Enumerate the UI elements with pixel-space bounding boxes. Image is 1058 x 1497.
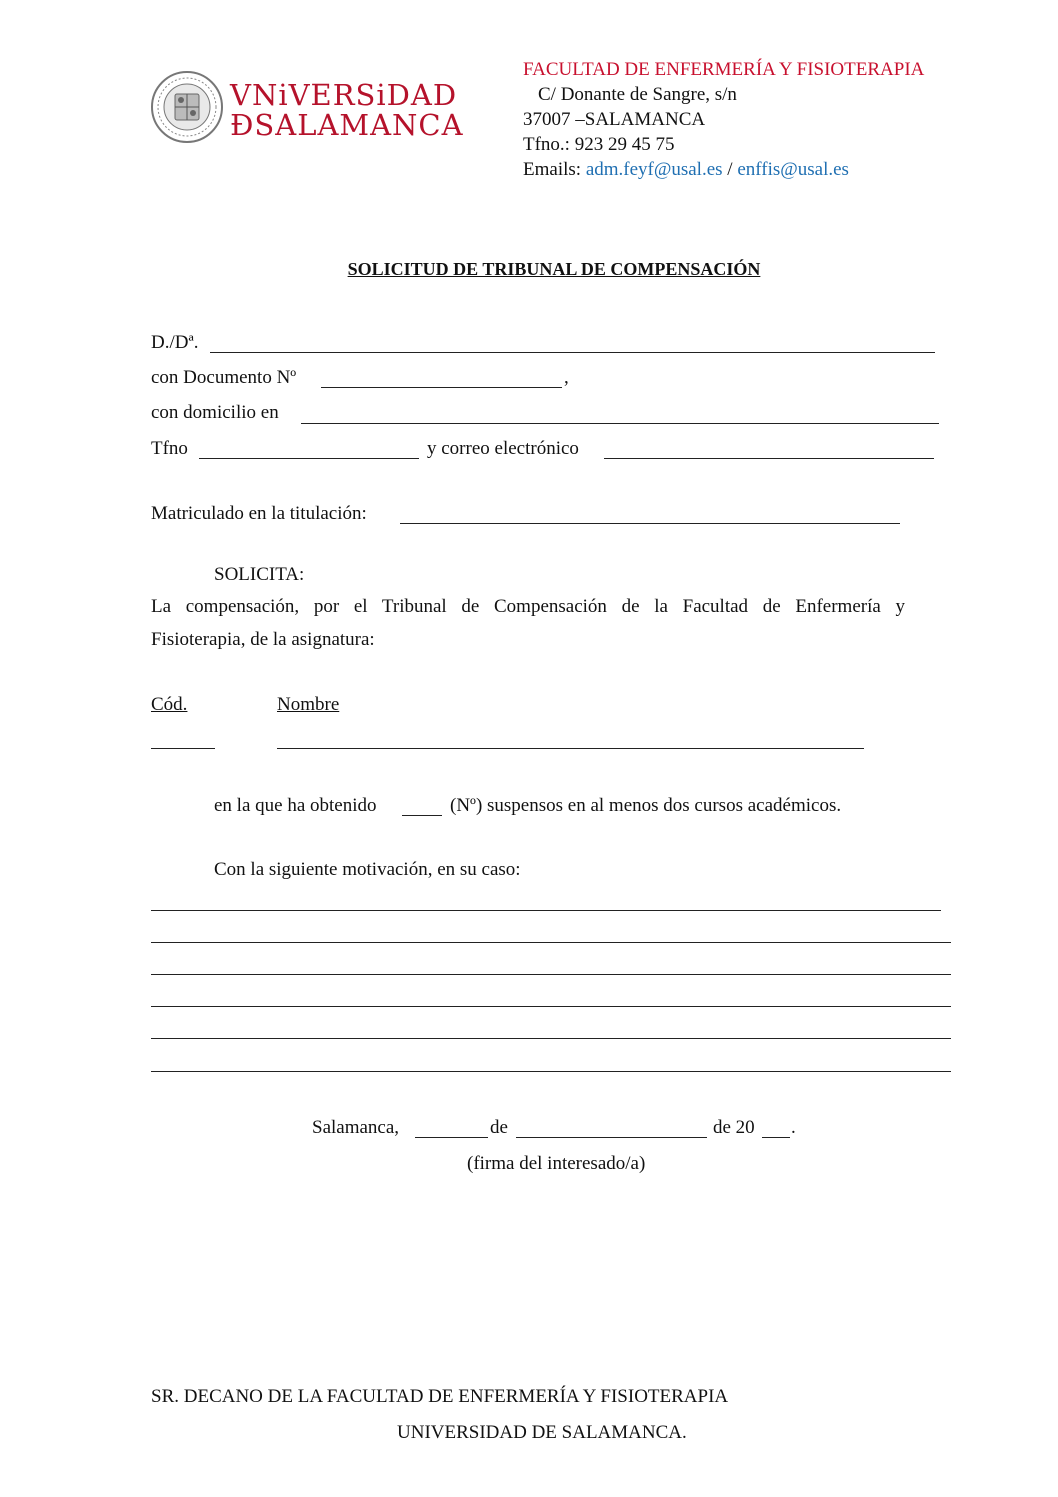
- degree-label: Matriculado en la titulación:: [151, 503, 367, 524]
- motivation-line-3[interactable]: [151, 974, 951, 975]
- university-seal-icon: [150, 70, 224, 144]
- column-name-header: Nombre: [277, 694, 340, 715]
- motivation-line-6[interactable]: [151, 1071, 951, 1072]
- faculty-name: FACULTAD DE ENFERMERÍA Y FISIOTERAPIA: [523, 59, 925, 80]
- degree-field[interactable]: [400, 523, 900, 524]
- document-comma: ,: [564, 367, 569, 388]
- phone-field[interactable]: [199, 458, 419, 459]
- logo-text-line1: VNiVERSiDAD: [230, 78, 458, 112]
- email-field[interactable]: [604, 458, 934, 459]
- email-label: y correo electrónico: [427, 438, 579, 459]
- address-label: con domicilio en: [151, 402, 279, 423]
- phone-label: Tfno: [151, 438, 188, 459]
- request-body-line2: Fisioterapia, de la asignatura:: [151, 629, 375, 650]
- signature-city: Salamanca,: [312, 1117, 400, 1138]
- motivation-line-4[interactable]: [151, 1006, 951, 1007]
- motivation-line-5[interactable]: [151, 1038, 951, 1039]
- logo-text-line2: ÐSALAMANCA: [230, 108, 464, 142]
- obtained-suffix: (Nº) suspensos en al menos dos cursos académicos.: [450, 795, 842, 816]
- phone-line: Tfno.: 923 29 45 75: [523, 134, 675, 155]
- name-label: D./Dª.: [151, 332, 199, 353]
- document-title: SOLICITUD DE TRIBUNAL DE COMPENSACIÓN: [347, 259, 761, 279]
- email-link-2[interactable]: enffis@usal.es: [737, 159, 849, 180]
- motivation-label: Con la siguiente motivación, en su caso:: [214, 859, 521, 880]
- document-label: con Documento Nº: [151, 367, 297, 388]
- city-line: 37007 –SALAMANCA: [523, 109, 706, 130]
- request-body-text1: La compensación, por el Tribunal de Compensación de la Facultad de Enfermería y: [151, 596, 905, 617]
- university-logo: [150, 70, 464, 146]
- solicita-heading: SOLICITA:: [214, 564, 305, 585]
- subject-name-field[interactable]: [277, 748, 864, 749]
- footer-recipient-line1: SR. DECANO DE LA FACULTAD DE ENFERMERÍA Y FISIOTERAPIA: [151, 1386, 729, 1407]
- document-field[interactable]: [321, 387, 562, 388]
- email-link-1[interactable]: adm.feyf@usal.es: [585, 159, 723, 180]
- subject-code-field[interactable]: [151, 748, 215, 749]
- signature-period: .: [791, 1117, 796, 1138]
- fails-count-field[interactable]: [402, 815, 442, 816]
- date-month-field[interactable]: [516, 1137, 707, 1138]
- date-day-field[interactable]: [415, 1137, 488, 1138]
- address-field[interactable]: [301, 423, 939, 424]
- address-line: C/ Donante de Sangre, s/n: [538, 84, 737, 105]
- signature-note: (firma del interesado/a): [467, 1153, 646, 1174]
- request-body-line1: [151, 596, 905, 618]
- date-year-field[interactable]: [762, 1137, 790, 1138]
- signature-de-1: de: [490, 1117, 508, 1138]
- signature-de-2: de 20: [713, 1117, 755, 1138]
- footer-recipient-line2: UNIVERSIDAD DE SALAMANCA.: [397, 1422, 687, 1443]
- emails-line: [523, 159, 849, 181]
- email-separator: /: [727, 159, 733, 180]
- obtained-prefix: en la que ha obtenido: [214, 795, 377, 816]
- motivation-line-2[interactable]: [151, 942, 951, 943]
- motivation-line-1[interactable]: [151, 910, 941, 911]
- emails-label: Emails:: [523, 159, 582, 180]
- name-field[interactable]: [210, 352, 935, 353]
- column-code-header: Cód.: [151, 694, 188, 715]
